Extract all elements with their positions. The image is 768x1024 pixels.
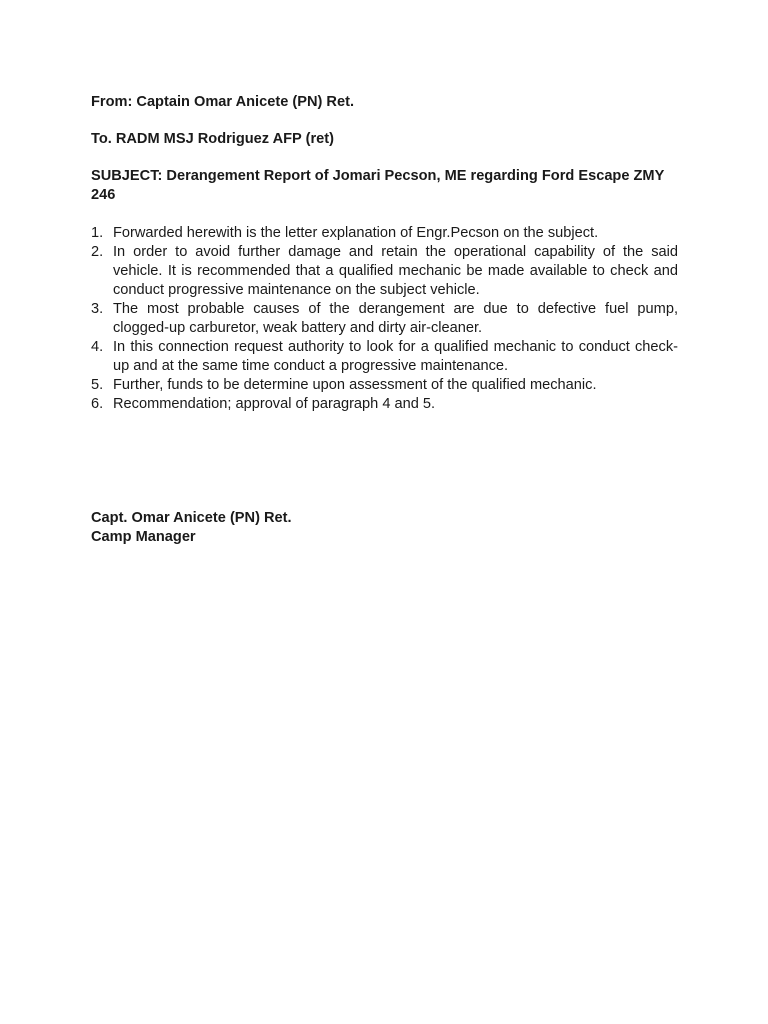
- numbered-list: [91, 224, 678, 414]
- list-item-number: 2.: [91, 244, 104, 260]
- letter-body: [91, 93, 678, 547]
- list-item-text: Further, funds to be determine upon assessment of the qualified mechanic.: [113, 377, 597, 393]
- signatory-title: Camp Manager: [91, 529, 196, 545]
- list-item: [91, 243, 678, 300]
- list-item-text: In this connection request authority to look for a qualified mechanic to conduct check-up and at the same time conduct a progressive maintenance.: [113, 339, 678, 374]
- list-item: [91, 300, 678, 338]
- signature-block: [91, 509, 678, 547]
- list-item-number: 3.: [91, 301, 104, 317]
- list-item: [91, 224, 678, 243]
- signatory-name: Capt. Omar Anicete (PN) Ret.: [91, 510, 292, 526]
- list-item: [91, 338, 678, 376]
- list-item: [91, 376, 678, 395]
- list-item-number: 5.: [91, 377, 104, 393]
- list-item-text: Recommendation; approval of paragraph 4 and 5.: [113, 396, 436, 412]
- from-line: From: Captain Omar Anicete (PN) Ret.: [91, 94, 354, 110]
- list-item-text: Forwarded herewith is the letter explanation of Engr.Pecson on the subject.: [113, 225, 599, 241]
- list-item-text: In order to avoid further damage and retain the operational capability of the said vehicle. It is recommended that a qualified mechanic be made available to check and conduct progressive maintenance on the subject vehicle.: [113, 244, 678, 298]
- subject-line: SUBJECT: Derangement Report of Jomari Pecson, ME regarding Ford Escape ZMY 246: [91, 168, 665, 203]
- list-item: [91, 395, 678, 414]
- list-item-number: 1.: [91, 225, 104, 241]
- list-item-number: 6.: [91, 396, 104, 412]
- list-item-text: The most probable causes of the derangement are due to defective fuel pump, clogged-up carburetor, weak battery and dirty air-cleaner.: [113, 301, 678, 336]
- to-line: To. RADM MSJ Rodriguez AFP (ret): [91, 131, 334, 147]
- list-item-number: 4.: [91, 339, 104, 355]
